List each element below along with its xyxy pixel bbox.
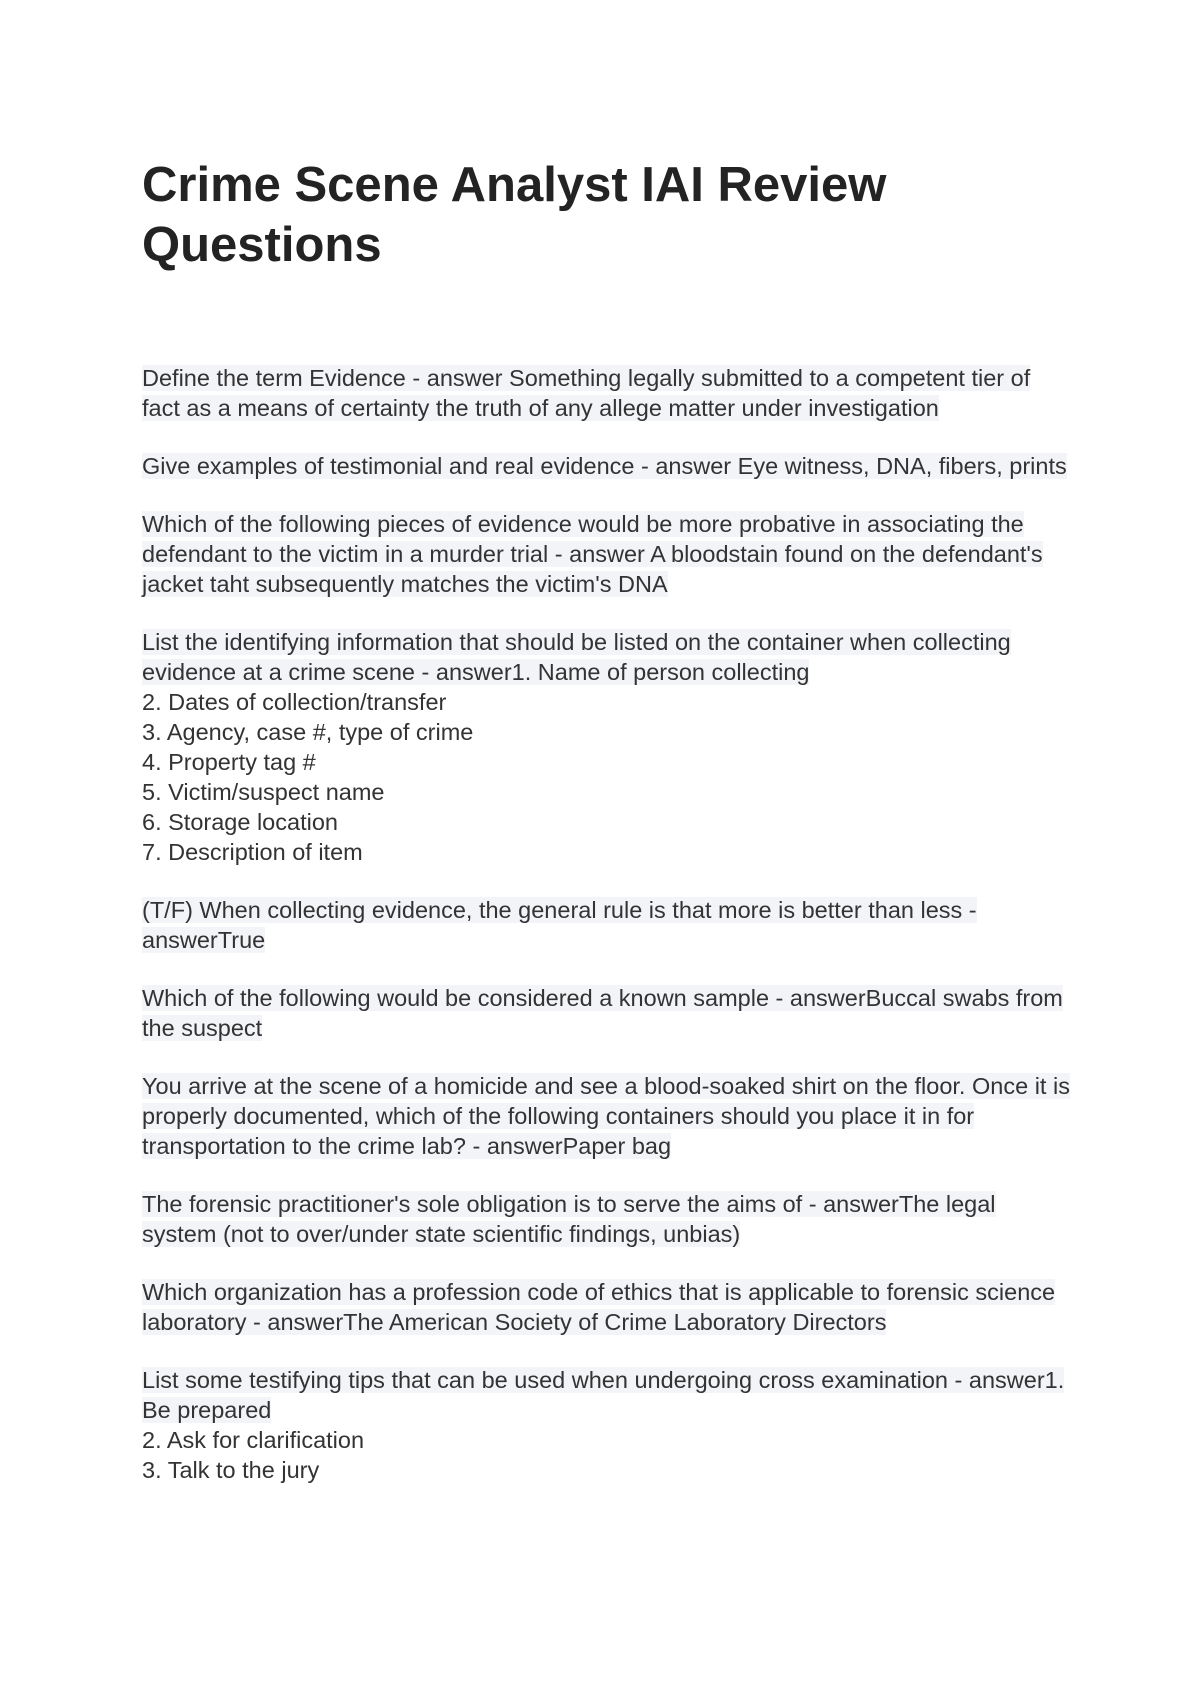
answer-separator: - answer — [405, 365, 510, 391]
answer-text: Paper bag — [562, 1133, 672, 1159]
question-text: List the identifying information that should be listed on the container when collecting evidence at a crime scene — [142, 629, 1011, 685]
qa-item — [142, 363, 1072, 423]
answer-separator: - answer — [415, 659, 512, 685]
answer-separator: - answer — [948, 1367, 1045, 1393]
question-text: (T/F) When collecting evidence, the general rule is that more is better than less — [142, 897, 963, 923]
qa-line — [142, 365, 1030, 421]
qa-line — [142, 1367, 1064, 1423]
answer-list-line: 2. Dates of collection/transfer — [142, 689, 447, 715]
answer-separator: - answer — [802, 1191, 899, 1217]
question-text: Which of the following would be considered a known sample — [142, 985, 770, 1011]
question-text: Which organization has a profession code of ethics that is applicable to forensic science laboratory — [142, 1279, 1056, 1335]
qa-item — [142, 1365, 1072, 1485]
answer-text: True — [217, 927, 266, 953]
qa-line — [142, 453, 1067, 479]
answer-text: A bloodstain found on the defendant's jacket taht subsequently matches the victim's DNA — [142, 541, 1043, 597]
answer-text: The American Society of Crime Laboratory Directors — [343, 1309, 887, 1335]
answer-list-line: 7. Description of item — [142, 839, 363, 865]
answer-list-line: 3. Talk to the jury — [142, 1457, 320, 1483]
qa-item — [142, 983, 1072, 1043]
answer-separator: - answer — [634, 453, 738, 479]
answer-separator: - answer — [142, 897, 977, 953]
answer-list-line: 3. Agency, case #, type of crime — [142, 719, 474, 745]
answer-separator: - answer — [246, 1309, 344, 1335]
answer-list-line: 6. Storage location — [142, 809, 338, 835]
qa-item — [142, 1071, 1072, 1161]
qa-item — [142, 509, 1072, 599]
answer-text: 1. Be prepared — [142, 1367, 1065, 1423]
answer-text: Buccal swabs from the suspect — [142, 985, 1063, 1041]
qa-line — [142, 629, 1011, 685]
answer-separator: - answer — [769, 985, 866, 1011]
question-text: The forensic practitioner's sole obligation is to serve the aims of — [142, 1191, 803, 1217]
answer-text: The legal system (not to over/under state scientific findings, unbias) — [142, 1191, 996, 1247]
answer-text: 1. Name of person collecting — [511, 659, 810, 685]
answer-separator: - answer — [548, 541, 651, 567]
qa-line — [142, 1191, 996, 1247]
document-page — [142, 155, 1072, 1513]
question-text: Define the term Evidence — [142, 365, 406, 391]
qa-line — [142, 1279, 1055, 1335]
document-title: Crime Scene Analyst IAI Review Questions — [142, 158, 887, 272]
question-text: You arrive at the scene of a homicide and see a blood-soaked shirt on the floor. Once it is properly documented, which of the following containers should you place it in for transportation to the crime lab? — [142, 1073, 1070, 1159]
qa-item — [142, 1189, 1072, 1249]
qa-item — [142, 627, 1072, 867]
answer-separator: - answer — [465, 1133, 563, 1159]
qa-line — [142, 1073, 1070, 1159]
qa-line — [142, 511, 1043, 597]
qa-item — [142, 1277, 1072, 1337]
answer-text: Something legally submitted to a competent tier of fact as a means of certainty the truth of any allege matter under investigation — [142, 365, 1031, 421]
qa-item — [142, 451, 1072, 481]
answer-text: Eye witness, DNA, fibers, prints — [737, 453, 1067, 479]
question-text: Give examples of testimonial and real evidence — [142, 453, 635, 479]
qa-list — [142, 363, 1072, 1485]
qa-item — [142, 895, 1072, 955]
answer-list-line: 2. Ask for clarification — [142, 1427, 365, 1453]
answer-list-line: 4. Property tag # — [142, 749, 316, 775]
qa-line — [142, 897, 977, 953]
answer-list-line: 5. Victim/suspect name — [142, 779, 385, 805]
question-text: Which of the following pieces of evidence would be more probative in associating the defendant to the victim in a murder trial — [142, 511, 1024, 567]
question-text: List some testifying tips that can be used when undergoing cross examination — [142, 1367, 948, 1393]
qa-line — [142, 985, 1063, 1041]
